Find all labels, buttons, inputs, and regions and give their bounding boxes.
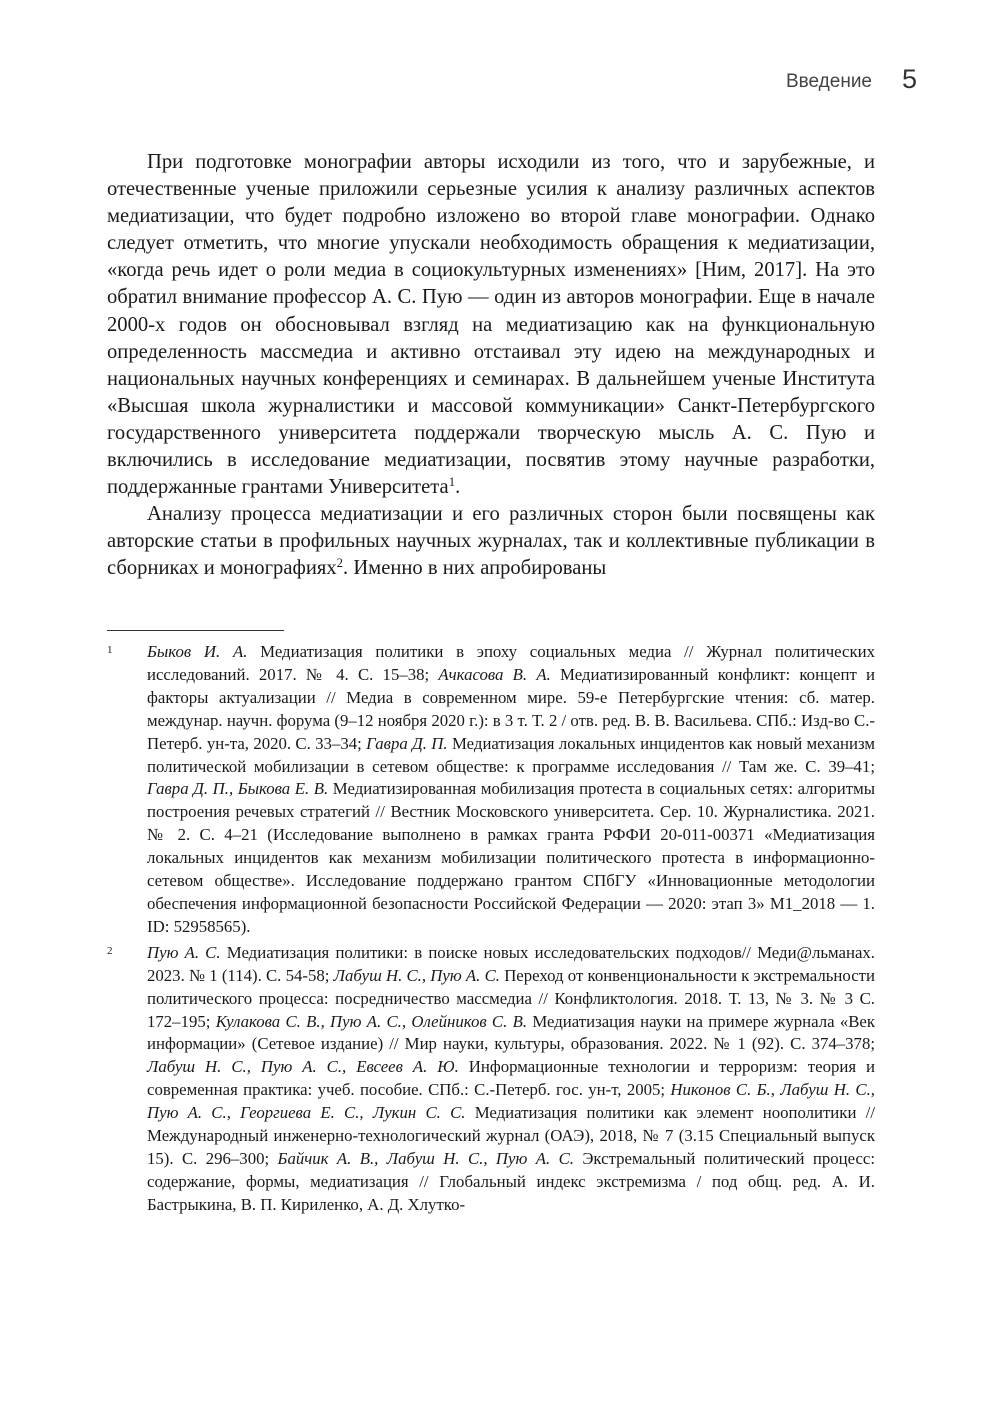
running-head (700, 66, 920, 100)
footnote-author: Гавра Д. П., Быкова Е. В. (147, 779, 329, 799)
footnote-number: 2 (107, 944, 113, 957)
footnote-segment: Экстремальный политический процесс: содержание, формы, медиатизация // Глобальный индекс экстремизма / под общ. ред. А. И. Бастрыкина, В. П. Кириленко, А. Д. Хлутко- (147, 1148, 876, 1214)
footnote-author: Быков И. А. (147, 642, 248, 661)
footnote-segment: Информационные технологии и терроризм: теория и современная практика: учеб. пособие. СПб.: С.-Петерб. гос. ун-т, 2005; (147, 1057, 876, 1100)
footnote-ref-2: 2 (336, 556, 344, 571)
footnote-author: Лабуш Н. С., Пую А. С. (333, 965, 500, 985)
footnote-number: 1 (107, 644, 113, 656)
footnote-author: Байчик А. В., Лабуш Н. С., Пую А. С. (277, 1148, 574, 1168)
footnote-author: Гавра Д. П. (366, 733, 448, 753)
section-title: Введение (785, 71, 872, 92)
footnote-author: Никонов С. Б., Лабуш Н. С., Пую А. С., Георгиева Е. С., Лукин С. С. (147, 1080, 875, 1123)
paragraph-1 (107, 149, 875, 501)
paragraph-text: Анализу процесса медиатизации и его различных сторон были посвящены как авторские статьи в профильных научных журналах, так и коллективные публикации в сборниках и монографиях (107, 503, 875, 580)
footnote-segment: Медиатизация политики в эпоху социальных медиа // Журнал политических исследований. 2017. № 4. С. 15–38; (147, 642, 875, 684)
footnote-text (147, 942, 875, 1217)
footnote-segment: Медиатизация политики: в поиске новых исследовательских подходов// Меди@льманах. 2023. № 1 (114). С. 54-58; (147, 942, 876, 985)
footnote-author: Пую А. С. (147, 942, 221, 962)
footnote-author: Лабуш Н. С., Пую А. С., Евсеев А. Ю. (147, 1057, 459, 1077)
footnotes (107, 641, 875, 1217)
footnote-author: Ачкасова В. А. (438, 664, 551, 684)
footnote-author: Кулакова С. В., Пую А. С., Олейников С. В. (215, 1011, 528, 1031)
footnote-ref-1: 1 (448, 475, 456, 490)
paragraph-text: При подготовке монографии авторы исходили из того, что и зарубежные, и отечественные ученые приложили серьезные усилия к анализу различных аспектов медиатизации, что будет подробно изложено во второй главе монографии. Однако следует отметить, что многие упускали необходимость обращения к медиатизации, «когда речь идет о роли медиа в социокультурных изменениях» [Ним, 2017]. На это обратил внимание профессор А. С. Пую — один из авторов монографии. Еще в начале 2000-х годов он обосновывал взгляд на медиатизацию как на функциональную определенность массмедиа и активно отстаивал эту идею на международных и национальных научных конференциях и семинарах. В дальнейшем ученые Института «Высшая школа журналистики и массовой коммуникации» Санкт-Петербургского государственного университета поддержали творческую мысль А. С. Пую и включились в исследование медиатизации, посвятив этому научные разработки, поддержанные грантами Университета (107, 151, 875, 499)
page-number: 5 (901, 64, 917, 94)
footnote-1 (107, 641, 875, 939)
main-text (107, 149, 875, 583)
footnote-segment: Медиатизация науки на примере журнала «Век информации» (Сетевое издание) // Мир науки, культуры, образования. 2022. № 1 (92). С. 374–378; (147, 1011, 876, 1054)
footnote-segment: Медиатизация политики как элемент ноополитики // Международный инженерно-технологический журнал (ОАЭ), 2018, № 7 (3.15 Специальный выпуск 15). С. 296–300; (147, 1103, 875, 1168)
footnote-segment: Медиатизированная мобилизация протеста в социальных сетях: алгоритмы построения речевых стратегий // Вестник Московского университета. Сер. 10. Журналистика. 2021. № 2. С. 4–21 (Исследование выполнено в рамках гранта РФФИ 20-011-00371 «Медиатизация локальных инцидентов как механизм мобилизации политического протеста в информационно-сетевом обществе». Исследование поддержано грантом СПбГУ «Инновационные методологии обеспечения информационной безопасности Российской Федерации — 2020: этап 3» M1_2018 — 1. ID: 52958565). (147, 779, 875, 936)
paragraph-tail: . Именно в них апробированы (343, 557, 607, 580)
footnote-text (147, 641, 875, 939)
paragraph-2 (107, 501, 875, 582)
footnote-segment: Переход от конвенциональности к экстремальности политического процесса: посредничество массмедиа // Конфликтология. 2018. Т. 13, № 3. № 3 С. 172–195; (147, 965, 875, 1031)
footnote-2 (107, 942, 875, 1217)
footnote-segment: Медиатизированный конфликт: концепт и факторы актуализации // Медиа в современном мире. 59-е Петербургские чтения: сб. матер. междунар. научн. форума (9–12 ноября 2020 г.): в 3 т. Т. 2 / отв. ред. В. В. Васильева. СПб.: Изд-во С.-Петерб. ун-та, 2020. С. 33–34; (147, 664, 875, 753)
footnote-divider (107, 630, 284, 631)
footnote-segment: Медиатизация локальных инцидентов как новый механизм политической мобилизации в сетевом обществе: к программе исследования // Там же. С. 39–41; (147, 733, 875, 776)
paragraph-tail: . (455, 476, 461, 499)
